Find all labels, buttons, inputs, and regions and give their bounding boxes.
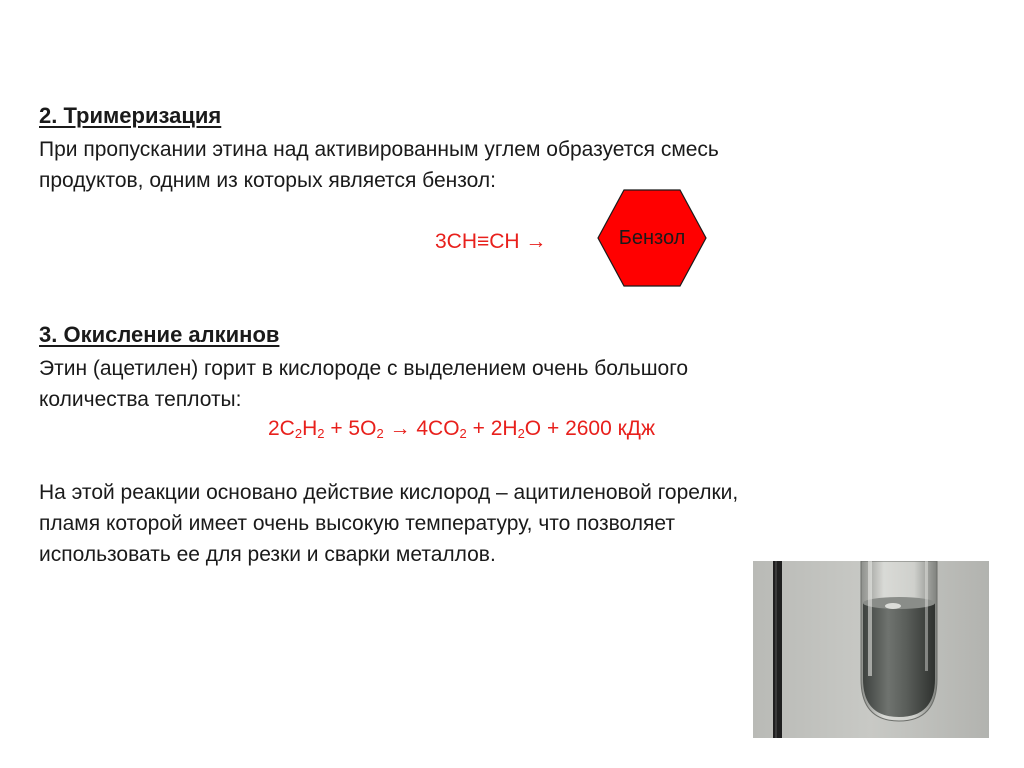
section-3-line-1: Этин (ацетилен) горит в кислороде с выделением очень большого [39, 357, 689, 380]
benzene-hexagon-icon [597, 189, 707, 287]
closing-line-3: использовать ее для резки и сварки металлов. [39, 543, 496, 566]
section-2-text [39, 134, 719, 196]
section-3-heading: 3. Окисление алкинов [39, 322, 280, 347]
trimerization-reaction: 3CH≡CH → [435, 230, 547, 253]
test-tube-photo-icon [753, 561, 989, 738]
closing-line-1: На этой реакции основано действие кислород – ацитиленовой горелки, [39, 481, 739, 504]
closing-text [39, 477, 738, 570]
closing-line-2: пламя которой имеет очень высокую температуру, что позволяет [39, 512, 675, 535]
section-3-line-2: количества теплоты: [39, 388, 242, 411]
section-2-line-1: При пропускании этина над активированным углем образуется смесь [39, 138, 719, 161]
section-3-text [39, 353, 688, 415]
combustion-equation: $2C_2H_2 + 5O_2 \to 4CO_2 + 2H_2O + 2600$ кДж [268, 417, 656, 441]
section-2-line-2: продуктов, одним из которых является бензол: [39, 169, 496, 192]
section-2-heading: 2. Тримеризация [39, 103, 222, 128]
benzene-label: Бензол [618, 227, 686, 249]
